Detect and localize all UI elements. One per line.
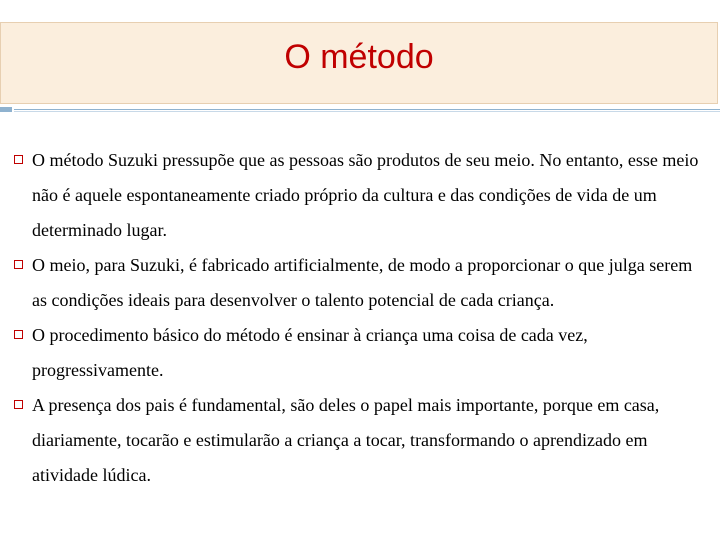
square-bullet-icon <box>14 330 23 339</box>
square-bullet-icon <box>14 400 23 409</box>
bullet-text: A presença dos pais é fundamental, são deles o papel mais importante, porque em casa, diariamente, tocarão e estimularão a criança a tocar, transformando o aprendizado em atividade lúdica. <box>32 395 660 485</box>
bullet-list <box>12 143 710 493</box>
square-bullet-icon <box>14 260 23 269</box>
square-bullet-icon <box>14 155 23 164</box>
bullet-item <box>12 248 710 318</box>
slide-title: O método <box>284 38 434 76</box>
bullet-item <box>12 388 710 493</box>
divider-line <box>14 109 720 110</box>
accent-block <box>0 107 12 112</box>
bullet-text: O método Suzuki pressupõe que as pessoas são produtos de seu meio. No entanto, esse meio não é aquele espontaneamente criado próprio da cultura e das condições de vida de um determinado lugar. <box>32 150 699 240</box>
bullet-text: O procedimento básico do método é ensinar à criança uma coisa de cada vez, progressivamente. <box>32 325 588 380</box>
divider-line-light <box>14 111 720 112</box>
bullet-text: O meio, para Suzuki, é fabricado artificialmente, de modo a proporcionar o que julga serem as condições ideais para desenvolver o talento potencial de cada criança. <box>32 255 693 310</box>
bullet-item <box>12 318 710 388</box>
bullet-item <box>12 143 710 248</box>
